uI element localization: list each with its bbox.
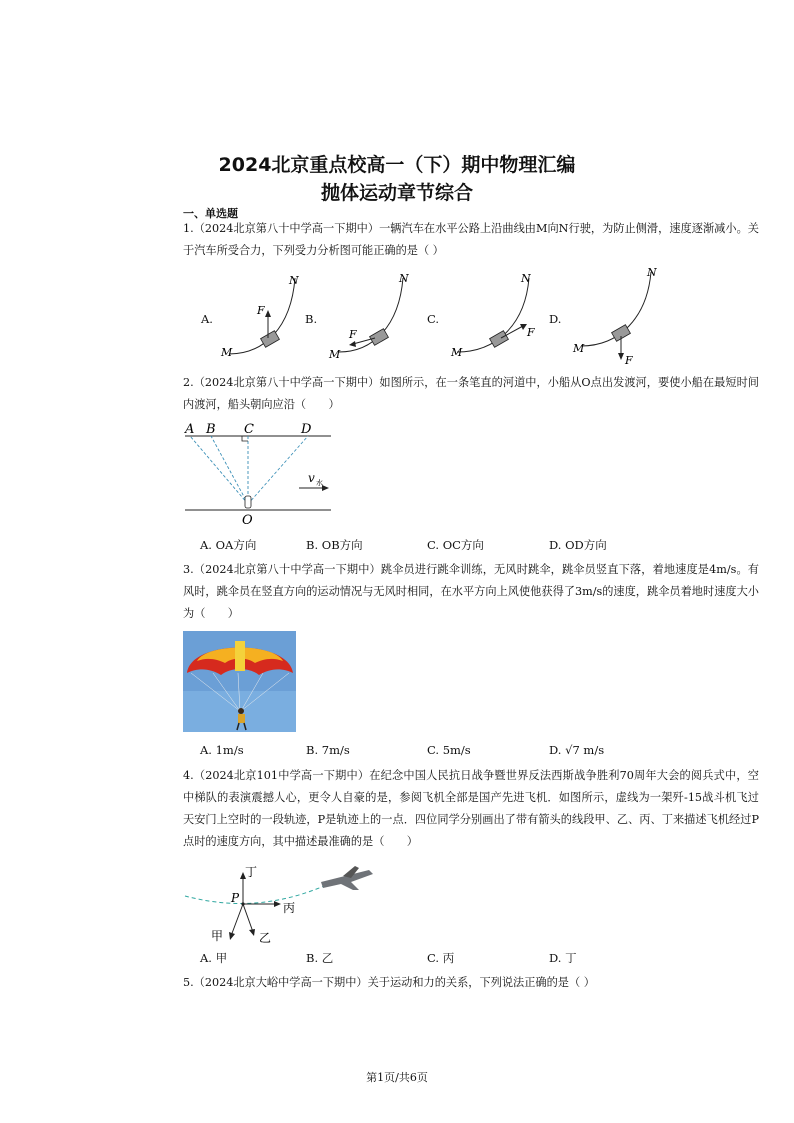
fighter-jet-icon <box>321 866 373 890</box>
q1-option-c-label: C. <box>427 312 440 326</box>
q2-label-d: D <box>301 422 312 437</box>
q4-trajectory-figure <box>183 860 383 948</box>
q1-option-a-label: A. <box>201 312 213 326</box>
q1c-n-label: N <box>521 272 531 285</box>
q1b-n-label: N <box>399 272 409 285</box>
question-1-figures <box>183 268 759 367</box>
q1-figure-c <box>445 268 545 360</box>
question-5-text: 5.（2024北京大峪中学高一下期中）关于运动和力的关系，下列说法正确的是（ ） <box>183 976 595 989</box>
q2-label-a: A <box>185 422 195 437</box>
q4-option-d: D. 丁 <box>549 951 577 965</box>
q3-option-d: D. √7 m/s <box>549 743 605 757</box>
question-4-text: 4.（2024北京101中学高一下期中）在纪念中国人民抗日战争暨世界反法西斯战争胜利70周年大会的阅兵式中，空中梯队的表演震撼人心，更令人自豪的是，参阅飞机全部是国产先进飞机．如图所示，虚线为一架歼-15战斗机飞过天安门上空时的一段轨迹，P是轨迹上的一点．四位同学分别画出了带有箭头的线段甲、乙、丙、丁来描述飞机经过P点时的速度方向，其中描述最准确的是（ ） <box>183 769 759 848</box>
question-2-text: 2.（2024北京第八十中学高一下期中）如图所示，在一条笔直的河道中，小船从O点出发渡河，要使小船在最短时间内渡河，船头朝向应沿（ ） <box>183 376 759 411</box>
page-footer: 第1页/共6页 <box>366 1071 428 1084</box>
question-1-text: 1.（2024北京第八十中学高一下期中）一辆汽车在水平公路上沿曲线由M向N行驶，为防止侧滑，速度逐渐减小。关于汽车所受合力，下列受力分析图可能正确的是（ ） <box>183 222 759 257</box>
q2-option-a: A. OA方向 <box>200 538 257 552</box>
q1a-m-label: M <box>221 346 233 359</box>
document-title: 2024北京重点校高一（下）期中物理汇编 <box>218 154 576 176</box>
q1a-n-label: N <box>289 274 299 287</box>
q4-label-ding: 丁 <box>245 865 258 879</box>
q1-figure-a <box>219 268 309 360</box>
q2-label-b: B <box>206 422 216 437</box>
section-heading: 一、单选题 <box>183 207 238 220</box>
q1c-f-label: F <box>527 326 535 339</box>
q1d-n-label: N <box>647 268 657 279</box>
q4-option-a: A. 甲 <box>200 951 228 965</box>
q1b-m-label: M <box>329 348 341 360</box>
q2-river-figure <box>183 420 333 528</box>
q2-option-b: B. OB方向 <box>306 538 363 552</box>
q4-option-b: B. 乙 <box>306 951 334 965</box>
q1d-f-label: F <box>625 354 633 367</box>
q3-option-b: B. 7m/s <box>306 743 350 757</box>
question-3-text: 3.（2024北京第八十中学高一下期中）跳伞员进行跳伞训练，无风时跳伞，跳伞员竖直下落，着地速度是4m/s。有风时，跳伞员在竖直方向的运动情况与无风时相同，在水平方向上风使他获得了3m/s的速度，跳伞员着地时速度大小为（ ） <box>183 563 759 620</box>
q1-option-d-label: D. <box>549 312 562 326</box>
q3-parachute-photo <box>183 631 296 732</box>
q4-label-bing: 丙 <box>283 901 296 915</box>
q1a-f-label: F <box>257 304 265 317</box>
q1d-m-label: M <box>573 342 585 355</box>
q2-label-c: C <box>244 422 254 437</box>
q4-label-yi: 乙 <box>259 931 272 945</box>
q3-option-a: A. 1m/s <box>200 743 244 757</box>
q2-option-c: C. OC方向 <box>427 538 484 552</box>
q1-figure-b <box>325 268 415 360</box>
q2-velocity-label: v <box>308 471 315 485</box>
q1-option-b-label: B. <box>305 312 318 326</box>
q2-velocity-subscript: 水 <box>316 479 323 487</box>
q4-label-p: P <box>231 891 240 905</box>
q1-figure-d <box>569 268 669 368</box>
q2-option-d: D. OD方向 <box>549 538 607 552</box>
q1c-m-label: M <box>451 346 463 359</box>
q3-option-c: C. 5m/s <box>427 743 471 757</box>
q2-label-o: O <box>242 513 253 528</box>
document-subtitle: 抛体运动章节综合 <box>320 182 473 204</box>
q4-label-jia: 甲 <box>211 929 224 943</box>
q4-option-c: C. 丙 <box>427 951 455 965</box>
q1b-f-label: F <box>349 328 357 341</box>
